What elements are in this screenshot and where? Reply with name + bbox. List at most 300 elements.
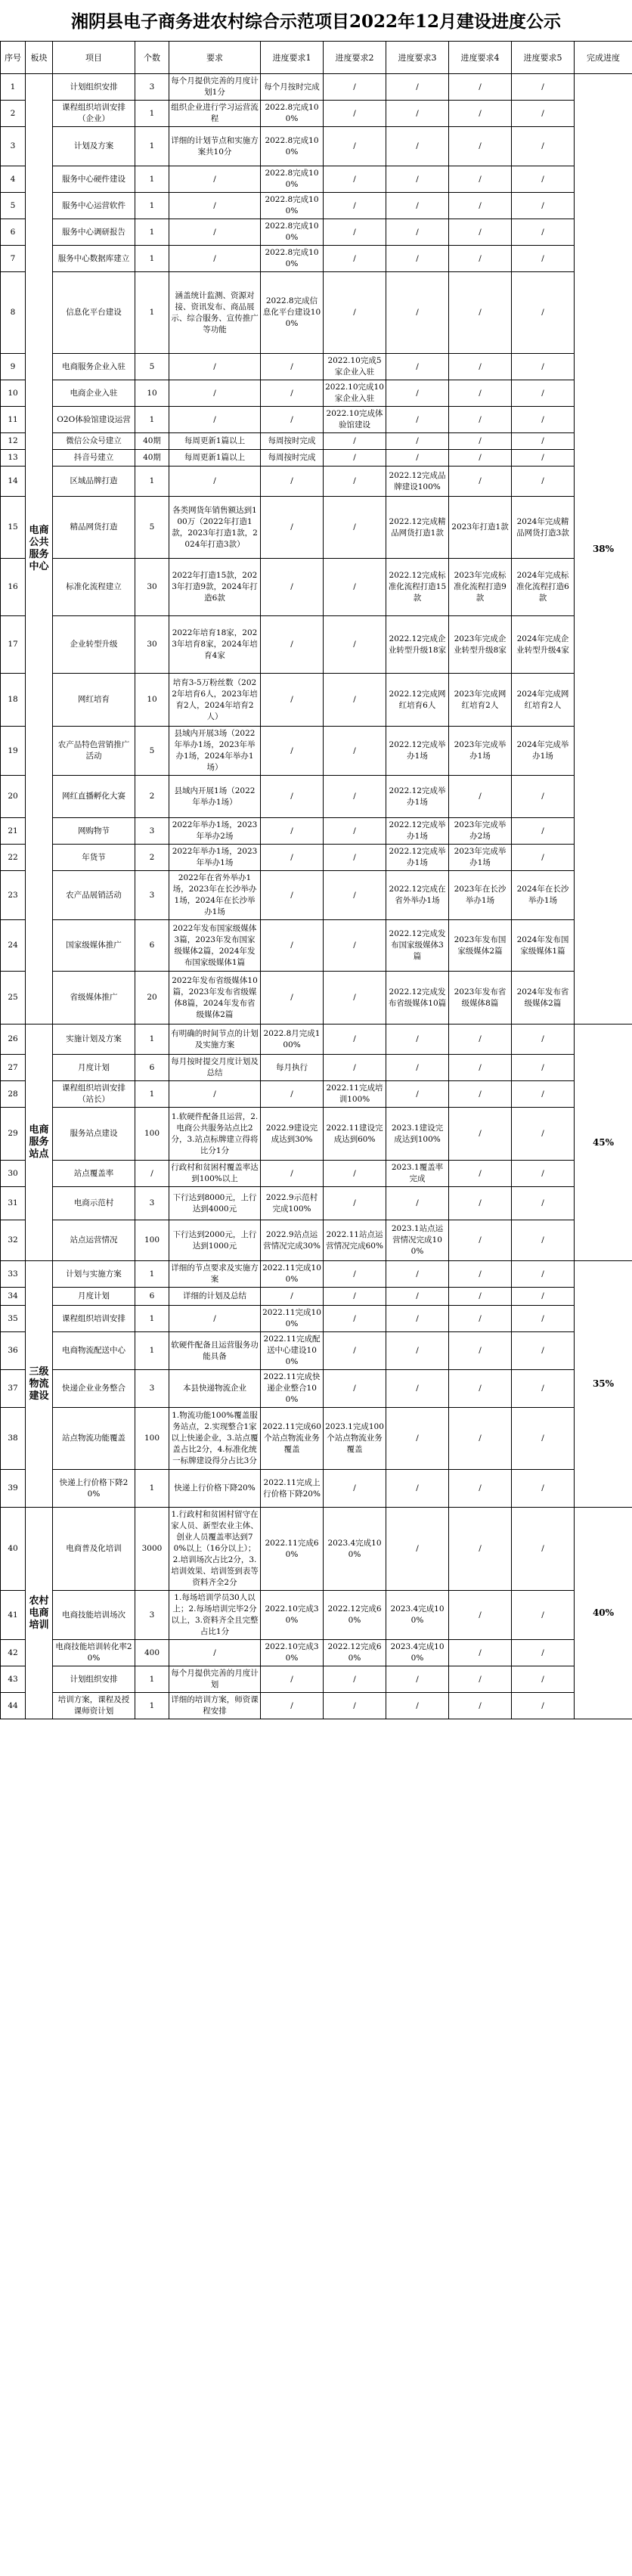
- p3-cell: /: [386, 1370, 449, 1408]
- req-cell: 每月按时提交月度计划及总结: [169, 1055, 261, 1081]
- p3-cell: /: [386, 354, 449, 380]
- no-cell: 35: [1, 1306, 26, 1332]
- p1-cell: /: [261, 1288, 324, 1306]
- p5-cell: /: [512, 166, 575, 193]
- p5-cell: /: [512, 1261, 575, 1288]
- p1-cell: 2022.11完成快递企业整合100%: [261, 1370, 324, 1408]
- p4-cell: /: [449, 776, 512, 818]
- no-cell: 24: [1, 920, 26, 972]
- p5-cell: /: [512, 818, 575, 845]
- p3-cell: 2023.1站点运营情况完成100%: [386, 1220, 449, 1261]
- item-cell: 电商技能培训转化率20%: [53, 1640, 135, 1666]
- p2-cell: /: [324, 272, 386, 354]
- p3-cell: 2022.12完成举办1场: [386, 845, 449, 871]
- req-cell: 每周更新1篇以上: [169, 450, 261, 467]
- p1-cell: 2022.8完成100%: [261, 101, 324, 127]
- table-row: [1, 1161, 632, 1187]
- count-cell: 1: [135, 1261, 169, 1288]
- p1-cell: /: [261, 776, 324, 818]
- req-cell: 2022年举办1场，2023年举办2场: [169, 818, 261, 845]
- req-cell: /: [169, 467, 261, 497]
- table-row: [1, 272, 632, 354]
- p2-cell: /: [324, 1370, 386, 1408]
- p3-cell: /: [386, 193, 449, 219]
- table-row: [1, 1370, 632, 1408]
- item-cell: 抖音号建立: [53, 450, 135, 467]
- no-cell: 6: [1, 219, 26, 246]
- p4-cell: /: [449, 1408, 512, 1470]
- req-cell: 每个月提供完善的月度计划: [169, 1666, 261, 1693]
- p5-cell: /: [512, 101, 575, 127]
- no-cell: 40: [1, 1508, 26, 1591]
- req-cell: 组织企业进行学习运营流程: [169, 101, 261, 127]
- table-row: [1, 1332, 632, 1370]
- req-cell: /: [169, 219, 261, 246]
- req-cell: 2022年发布省级媒体10篇，2023年发布省级媒体8篇，2024年发布省级媒体2篇: [169, 972, 261, 1025]
- p1-cell: /: [261, 616, 324, 674]
- p5-cell: /: [512, 433, 575, 450]
- table-row: [1, 1306, 632, 1332]
- p4-cell: /: [449, 407, 512, 433]
- req-cell: 详细的培训方案，师资课程安排: [169, 1693, 261, 1719]
- header-cell: 进度要求4: [449, 42, 512, 74]
- p3-cell: /: [386, 1508, 449, 1591]
- table-row: [1, 1408, 632, 1470]
- header-cell: 完成进度: [575, 42, 632, 74]
- p2-cell: /: [324, 845, 386, 871]
- section-cell: 电商服务站点: [26, 1025, 53, 1261]
- req-cell: 1.软硬件配备且运营，2.电商公共服务站点比2分，3.站点标牌建立得将比分1分: [169, 1108, 261, 1161]
- p4-cell: /: [449, 166, 512, 193]
- p3-cell: /: [386, 407, 449, 433]
- table-row: [1, 1261, 632, 1288]
- header-cell: 进度要求1: [261, 42, 324, 74]
- item-cell: 培训方案，课程及授课师资计划: [53, 1693, 135, 1719]
- req-cell: /: [169, 1640, 261, 1666]
- item-cell: 月度计划: [53, 1055, 135, 1081]
- table-row: [1, 450, 632, 467]
- count-cell: 3: [135, 871, 169, 920]
- p5-cell: /: [512, 1220, 575, 1261]
- req-cell: 下行达到2000元，上行达到1000元: [169, 1220, 261, 1261]
- count-cell: 6: [135, 1055, 169, 1081]
- p1-cell: 2022.10完成30%: [261, 1591, 324, 1640]
- table-row: [1, 972, 632, 1025]
- p5-cell: /: [512, 1408, 575, 1470]
- p5-cell: /: [512, 1306, 575, 1332]
- p4-cell: /: [449, 1640, 512, 1666]
- req-cell: 详细的计划节点和实施方案共10分: [169, 127, 261, 166]
- p5-cell: /: [512, 1161, 575, 1187]
- p4-cell: 2023年完成举办1场: [449, 845, 512, 871]
- p1-cell: 2022.8完成100%: [261, 193, 324, 219]
- table-row: [1, 74, 632, 101]
- no-cell: 43: [1, 1666, 26, 1693]
- p4-cell: /: [449, 1288, 512, 1306]
- p5-cell: /: [512, 1187, 575, 1220]
- item-cell: 课程组织培训安排: [53, 1306, 135, 1332]
- count-cell: 5: [135, 354, 169, 380]
- item-cell: 网购物节: [53, 818, 135, 845]
- item-cell: 农产品特色营销推广活动: [53, 727, 135, 776]
- req-cell: 培育3-5万粉丝数（2022年培育6人，2023年培育2人，2024年培育2人）: [169, 674, 261, 727]
- count-cell: 6: [135, 1288, 169, 1306]
- p1-cell: /: [261, 407, 324, 433]
- count-cell: 1: [135, 219, 169, 246]
- p5-cell: /: [512, 127, 575, 166]
- p1-cell: /: [261, 674, 324, 727]
- no-cell: 34: [1, 1288, 26, 1306]
- p1-cell: /: [261, 1081, 324, 1108]
- p5-cell: /: [512, 1470, 575, 1508]
- item-cell: 网红培育: [53, 674, 135, 727]
- p3-cell: /: [386, 380, 449, 407]
- p5-cell: 2024年完成精品网货打造3款: [512, 497, 575, 559]
- p5-cell: /: [512, 450, 575, 467]
- p3-cell: /: [386, 433, 449, 450]
- p1-cell: /: [261, 920, 324, 972]
- no-cell: 8: [1, 272, 26, 354]
- p5-cell: /: [512, 1288, 575, 1306]
- p4-cell: /: [449, 450, 512, 467]
- table-row: [1, 1640, 632, 1666]
- p4-cell: /: [449, 1220, 512, 1261]
- req-cell: 有明确的时间节点的计划及实施方案: [169, 1025, 261, 1055]
- p4-cell: /: [449, 433, 512, 450]
- p2-cell: /: [324, 193, 386, 219]
- p4-cell: /: [449, 1187, 512, 1220]
- p1-cell: /: [261, 559, 324, 616]
- item-cell: 精品网货打造: [53, 497, 135, 559]
- no-cell: 18: [1, 674, 26, 727]
- count-cell: 100: [135, 1108, 169, 1161]
- p3-cell: /: [386, 166, 449, 193]
- p4-cell: 2023年完成网红培育2人: [449, 674, 512, 727]
- no-cell: 23: [1, 871, 26, 920]
- count-cell: 1: [135, 1470, 169, 1508]
- p4-cell: /: [449, 219, 512, 246]
- p1-cell: /: [261, 727, 324, 776]
- no-cell: 37: [1, 1370, 26, 1408]
- p2-cell: /: [324, 1187, 386, 1220]
- p3-cell: 2022.12完成在省外举办1场: [386, 871, 449, 920]
- p1-cell: 2022.8完成100%: [261, 219, 324, 246]
- count-cell: 1: [135, 272, 169, 354]
- p5-cell: /: [512, 407, 575, 433]
- completion-cell: 38%: [575, 74, 632, 1025]
- p4-cell: /: [449, 193, 512, 219]
- item-cell: 电商物流配送中心: [53, 1332, 135, 1370]
- table-row: [1, 433, 632, 450]
- header-cell: 要求: [169, 42, 261, 74]
- p2-cell: /: [324, 74, 386, 101]
- p5-cell: 2024年发布省级媒体2篇: [512, 972, 575, 1025]
- no-cell: 14: [1, 467, 26, 497]
- count-cell: 3: [135, 1370, 169, 1408]
- p5-cell: /: [512, 246, 575, 272]
- count-cell: 1: [135, 1306, 169, 1332]
- p5-cell: 2024年完成标准化流程打造6款: [512, 559, 575, 616]
- p3-cell: /: [386, 1306, 449, 1332]
- p1-cell: 每月执行: [261, 1055, 324, 1081]
- no-cell: 17: [1, 616, 26, 674]
- table-row: [1, 1666, 632, 1693]
- item-cell: O2O体验馆建设运营: [53, 407, 135, 433]
- req-cell: /: [169, 1306, 261, 1332]
- p3-cell: /: [386, 1332, 449, 1370]
- table-row: [1, 467, 632, 497]
- p4-cell: /: [449, 1591, 512, 1640]
- count-cell: 400: [135, 1640, 169, 1666]
- p2-cell: /: [324, 818, 386, 845]
- p2-cell: /: [324, 497, 386, 559]
- no-cell: 7: [1, 246, 26, 272]
- p3-cell: 2022.12完成网红培育6人: [386, 674, 449, 727]
- p3-cell: /: [386, 1261, 449, 1288]
- p4-cell: 2023年在长沙举办1场: [449, 871, 512, 920]
- p5-cell: /: [512, 1370, 575, 1408]
- item-cell: 网红直播孵化大赛: [53, 776, 135, 818]
- p3-cell: 2022.12完成品牌建设100%: [386, 467, 449, 497]
- no-cell: 21: [1, 818, 26, 845]
- item-cell: 课程组织培训安排（企业）: [53, 101, 135, 127]
- p4-cell: /: [449, 1306, 512, 1332]
- no-cell: 19: [1, 727, 26, 776]
- item-cell: 服务中心硬件建设: [53, 166, 135, 193]
- p4-cell: /: [449, 1261, 512, 1288]
- p4-cell: /: [449, 74, 512, 101]
- table-row: [1, 101, 632, 127]
- p2-cell: 2022.10完成10家企业入驻: [324, 380, 386, 407]
- p1-cell: 2022.8月完成100%: [261, 1025, 324, 1055]
- p4-cell: /: [449, 1332, 512, 1370]
- no-cell: 33: [1, 1261, 26, 1288]
- p1-cell: /: [261, 1693, 324, 1719]
- table-row: [1, 776, 632, 818]
- no-cell: 13: [1, 450, 26, 467]
- p4-cell: /: [449, 127, 512, 166]
- no-cell: 30: [1, 1161, 26, 1187]
- p3-cell: /: [386, 1408, 449, 1470]
- p1-cell: /: [261, 497, 324, 559]
- p3-cell: /: [386, 127, 449, 166]
- p5-cell: /: [512, 272, 575, 354]
- completion-cell: 45%: [575, 1025, 632, 1261]
- header-cell: 个数: [135, 42, 169, 74]
- completion-cell: 40%: [575, 1508, 632, 1719]
- table-row: [1, 818, 632, 845]
- p4-cell: /: [449, 354, 512, 380]
- p3-cell: /: [386, 272, 449, 354]
- p1-cell: 每周按时完成: [261, 450, 324, 467]
- table-row: [1, 407, 632, 433]
- table-row: [1, 380, 632, 407]
- p5-cell: 2024年完成网红培育2人: [512, 674, 575, 727]
- no-cell: 15: [1, 497, 26, 559]
- p5-cell: /: [512, 776, 575, 818]
- p5-cell: /: [512, 1640, 575, 1666]
- count-cell: 1: [135, 127, 169, 166]
- p5-cell: /: [512, 354, 575, 380]
- req-cell: /: [169, 380, 261, 407]
- req-cell: 2022年在省外举办1场，2023年在长沙举办1场，2024年在长沙举办1场: [169, 871, 261, 920]
- p2-cell: /: [324, 1025, 386, 1055]
- no-cell: 26: [1, 1025, 26, 1055]
- req-cell: 1.行政村和贫困村留守在家人员、新型农业主体、创业人员覆盖率达到70%以上（16分以上）；2.培训场次占比2分，3.培训效果、培训签到表等资料齐全2分: [169, 1508, 261, 1591]
- table-row: [1, 497, 632, 559]
- req-cell: /: [169, 193, 261, 219]
- table-row: [1, 166, 632, 193]
- p3-cell: 2022.12完成企业转型升级18家: [386, 616, 449, 674]
- req-cell: 县域内开展3场（2022年举办1场，2023年举办1场，2024年举办1场）: [169, 727, 261, 776]
- item-cell: 微信公众号建立: [53, 433, 135, 450]
- table-row: [1, 219, 632, 246]
- p2-cell: /: [324, 166, 386, 193]
- count-cell: 2: [135, 845, 169, 871]
- count-cell: 3000: [135, 1508, 169, 1591]
- req-cell: 详细的计划及总结: [169, 1288, 261, 1306]
- item-cell: 服务中心运营软件: [53, 193, 135, 219]
- p1-cell: 2022.11完成配送中心建设100%: [261, 1332, 324, 1370]
- p2-cell: /: [324, 674, 386, 727]
- p3-cell: 2022.12完成举办1场: [386, 818, 449, 845]
- req-cell: 2022年举办1场，2023年举办1场: [169, 845, 261, 871]
- p5-cell: /: [512, 1055, 575, 1081]
- req-cell: 各类网货年销售额达到100万（2022年打造1款，2023年打造1款，2024年打造3款）: [169, 497, 261, 559]
- p4-cell: /: [449, 380, 512, 407]
- item-cell: 计划与实施方案: [53, 1261, 135, 1288]
- no-cell: 9: [1, 354, 26, 380]
- p3-cell: /: [386, 1693, 449, 1719]
- req-cell: 下行达到8000元，上行达到4000元: [169, 1187, 261, 1220]
- no-cell: 10: [1, 380, 26, 407]
- count-cell: 3: [135, 74, 169, 101]
- no-cell: 42: [1, 1640, 26, 1666]
- count-cell: 30: [135, 559, 169, 616]
- p2-cell: /: [324, 559, 386, 616]
- p2-cell: /: [324, 127, 386, 166]
- table-row: [1, 1108, 632, 1161]
- p3-cell: 2022.12完成举办1场: [386, 727, 449, 776]
- p1-cell: /: [261, 380, 324, 407]
- p3-cell: 2022.12完成标准化流程打造15款: [386, 559, 449, 616]
- req-cell: 每周更新1篇以上: [169, 433, 261, 450]
- p2-cell: 2023.1完成100个站点物流业务覆盖: [324, 1408, 386, 1470]
- p5-cell: /: [512, 193, 575, 219]
- table-row: [1, 871, 632, 920]
- count-cell: 1: [135, 1025, 169, 1055]
- req-cell: /: [169, 407, 261, 433]
- req-cell: /: [169, 1081, 261, 1108]
- table-row: [1, 845, 632, 871]
- no-cell: 32: [1, 1220, 26, 1261]
- req-cell: 1.每场培训学员30人以上；2.每场培训完毕2分以上，3.资料齐全且完整占比1分: [169, 1591, 261, 1640]
- table-row: [1, 1187, 632, 1220]
- p1-cell: 2022.9建设完成达到30%: [261, 1108, 324, 1161]
- section-cell: 农村电商培训: [26, 1508, 53, 1719]
- count-cell: 3: [135, 1591, 169, 1640]
- p5-cell: /: [512, 1666, 575, 1693]
- p2-cell: /: [324, 450, 386, 467]
- item-cell: 标准化流程建立: [53, 559, 135, 616]
- p5-cell: /: [512, 845, 575, 871]
- req-cell: 本县快递物流企业: [169, 1370, 261, 1408]
- item-cell: 电商示范村: [53, 1187, 135, 1220]
- no-cell: 12: [1, 433, 26, 450]
- req-cell: 2022年打造15款，2023年打造9款，2024年打造6款: [169, 559, 261, 616]
- req-cell: 2022年培育18家，2023年培育8家，2024年培育4家: [169, 616, 261, 674]
- p3-cell: 2023.1建设完成达到100%: [386, 1108, 449, 1161]
- p1-cell: /: [261, 845, 324, 871]
- p1-cell: 2022.8完成100%: [261, 127, 324, 166]
- p2-cell: /: [324, 467, 386, 497]
- count-cell: 3: [135, 1187, 169, 1220]
- count-cell: 2: [135, 776, 169, 818]
- p1-cell: 每个月按时完成: [261, 74, 324, 101]
- count-cell: 30: [135, 616, 169, 674]
- no-cell: 29: [1, 1108, 26, 1161]
- item-cell: 电商技能培训场次: [53, 1591, 135, 1640]
- p3-cell: /: [386, 1666, 449, 1693]
- no-cell: 20: [1, 776, 26, 818]
- p5-cell: /: [512, 467, 575, 497]
- p5-cell: 2024年在长沙举办1场: [512, 871, 575, 920]
- header-cell: 进度要求5: [512, 42, 575, 74]
- count-cell: 100: [135, 1220, 169, 1261]
- header-cell: 进度要求2: [324, 42, 386, 74]
- p3-cell: /: [386, 1081, 449, 1108]
- p1-cell: 2022.10完成30%: [261, 1640, 324, 1666]
- p3-cell: /: [386, 1288, 449, 1306]
- item-cell: 计划及方案: [53, 127, 135, 166]
- count-cell: 5: [135, 727, 169, 776]
- p2-cell: 2022.10完成5家企业入驻: [324, 354, 386, 380]
- item-cell: 快递企业业务整合: [53, 1370, 135, 1408]
- table-row: [1, 616, 632, 674]
- p5-cell: /: [512, 380, 575, 407]
- p4-cell: /: [449, 1508, 512, 1591]
- progress-table: [0, 41, 632, 1719]
- item-cell: 信息化平台建设: [53, 272, 135, 354]
- no-cell: 2: [1, 101, 26, 127]
- count-cell: /: [135, 1161, 169, 1187]
- item-cell: 实施计划及方案: [53, 1025, 135, 1055]
- p4-cell: /: [449, 101, 512, 127]
- p1-cell: 2022.9站点运营情况完成30%: [261, 1220, 324, 1261]
- table-row: [1, 1508, 632, 1591]
- p4-cell: /: [449, 1370, 512, 1408]
- item-cell: 年货节: [53, 845, 135, 871]
- p2-cell: /: [324, 1666, 386, 1693]
- no-cell: 22: [1, 845, 26, 871]
- p2-cell: 2022.11完成培训100%: [324, 1081, 386, 1108]
- p3-cell: /: [386, 1187, 449, 1220]
- p2-cell: /: [324, 1288, 386, 1306]
- p1-cell: /: [261, 972, 324, 1025]
- page-title: 湘阴县电子商务进农村综合示范项目2022年12月建设进度公示: [70, 11, 562, 32]
- p1-cell: 2022.11完成100%: [261, 1261, 324, 1288]
- no-cell: 5: [1, 193, 26, 219]
- p1-cell: 2022.11完成100%: [261, 1306, 324, 1332]
- p1-cell: /: [261, 871, 324, 920]
- header-cell: 项目: [53, 42, 135, 74]
- table-row: [1, 193, 632, 219]
- p1-cell: 2022.11完成60%: [261, 1508, 324, 1591]
- count-cell: 1: [135, 246, 169, 272]
- p3-cell: /: [386, 1470, 449, 1508]
- p3-cell: 2023.1覆盖率完成: [386, 1161, 449, 1187]
- table-row: [1, 674, 632, 727]
